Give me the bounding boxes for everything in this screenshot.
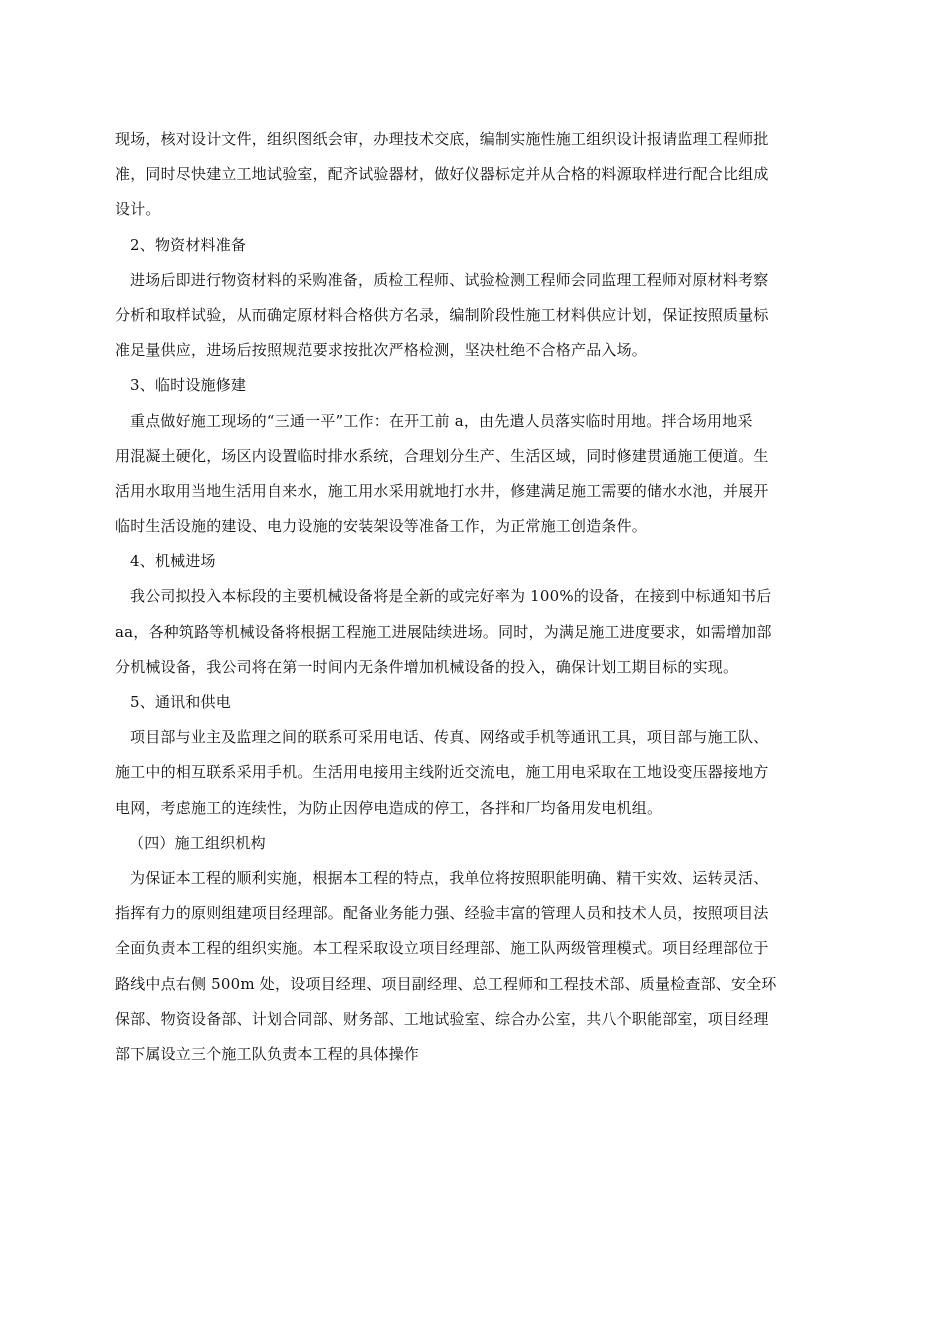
- body-text-line: 设计。: [115, 200, 161, 219]
- section-heading-machinery: 4、机械进场: [130, 552, 216, 571]
- section-heading-materials: 2、物资材料准备: [130, 235, 247, 254]
- body-text-line: 保部、物资设备部、计划合同部、财务部、工地试验室、综合办公室，共八个职能部室，项目经理: [115, 1009, 769, 1028]
- body-text-line: 我公司拟投入本标段的主要机械设备将是全新的或完好率为 100%的设备，在接到中标通知书后: [130, 587, 772, 606]
- body-text-line: aa，各种筑路等机械设备将根据工程施工进展陆续进场。同时，为满足施工进度要求，如需增加部: [115, 622, 772, 641]
- body-text-line: 准，同时尽快建立工地试验室，配齐试验器材，做好仪器标定并从合格的料源取样进行配合比组成: [115, 165, 769, 184]
- body-text-line: 施工中的相互联系采用手机。生活用电接用主线附近交流电，施工用电采取在工地设变压器接地方: [115, 763, 769, 782]
- body-text-line: 用混凝土硬化，场区内设置临时排水系统，合理划分生产、生活区域，同时修建贯通施工便道。生: [115, 446, 769, 465]
- body-text-line: 指挥有力的原则组建项目经理部。配备业务能力强、经验丰富的管理人员和技术人员，按照项目法: [115, 904, 769, 923]
- body-text-line: 重点做好施工现场的“三通一平”工作：在开工前 a，由先遣人员落实临时用地。拌合场用地采: [130, 411, 753, 430]
- body-text-line: 为保证本工程的顺利实施，根据本工程的特点，我单位将按照职能明确、精干实效、运转灵活、: [130, 868, 769, 887]
- section-heading-organization: （四）施工组织机构: [129, 833, 266, 852]
- body-text-line: 全面负责本工程的组织实施。本工程采取设立项目经理部、施工队两级管理模式。项目经理部位于: [115, 939, 769, 958]
- section-heading-temporary-facilities: 3、临时设施修建: [130, 376, 247, 395]
- body-text-line: 准足量供应，进场后按照规范要求按批次严格检测，坚决杜绝不合格产品入场。: [115, 341, 648, 360]
- body-text-line: 临时生活设施的建设、电力设施的安装架设等准备工作，为正常施工创造条件。: [115, 517, 648, 536]
- body-text-line: 分机械设备，我公司将在第一时间内无条件增加机械设备的投入，确保计划工期目标的实现。: [115, 657, 739, 676]
- body-text-line: 活用水取用当地生活用自来水，施工用水采用就地打水井，修建满足施工需要的储水水池，并展开: [115, 481, 769, 500]
- body-text-line: 路线中点右侧 500m 处，设项目经理、项目副经理、总工程师和工程技术部、质量检查部、安全环: [115, 974, 777, 993]
- body-text-line: 现场，核对设计文件，组织图纸会审，办理技术交底，编制实施性施工组织设计报请监理工程师批: [115, 130, 769, 148]
- body-text-line: 进场后即进行物资材料的采购准备，质检工程师、试验检测工程师会同监理工程师对原材料考察: [130, 270, 769, 289]
- document-body: [115, 122, 835, 1072]
- section-heading-communication-power: 5、通讯和供电: [130, 693, 231, 711]
- body-text-line: 项目部与业主及监理之间的联系可采用电话、传真、网络或手机等通讯工具，项目部与施工队、: [130, 728, 769, 747]
- body-text-line: 分析和取样试验，从而确定原材料合格供方名录，编制阶段性施工材料供应计划，保证按照质量标: [115, 305, 769, 324]
- body-text-line: 部下属设立三个施工队负责本工程的具体操作: [115, 1044, 420, 1063]
- body-text-line: 电网，考虑施工的连续性，为防止因停电造成的停工，各拌和厂均备用发电机组。: [115, 798, 663, 817]
